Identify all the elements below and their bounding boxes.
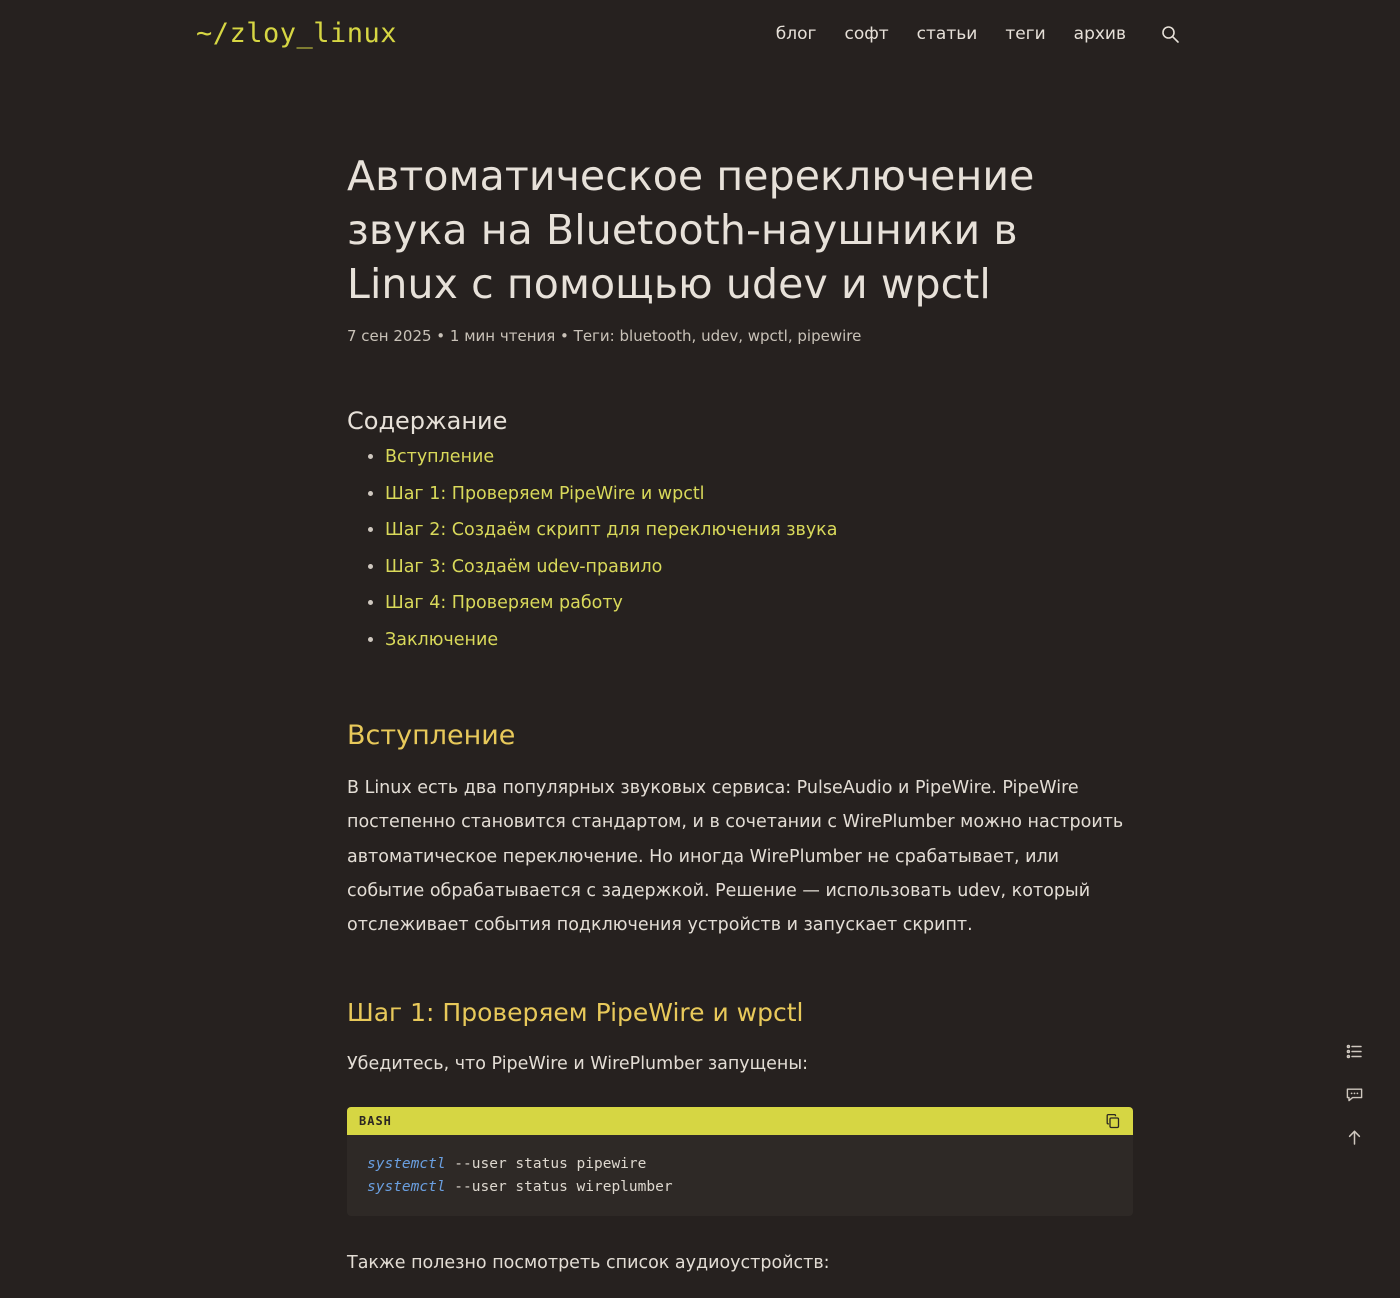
nav-item-blog[interactable]: блог: [775, 23, 817, 44]
primary-nav: [776, 22, 1182, 46]
code-token-command: systemctl: [367, 1178, 446, 1195]
nav-item-articles[interactable]: статьи: [916, 23, 978, 44]
nav-item-tags[interactable]: теги: [1005, 23, 1046, 44]
article-meta: 7 сен 2025 • 1 мин чтения • Теги: bluetooth, udev, wpctl, pipewire: [347, 327, 862, 346]
list-item: [385, 482, 1133, 507]
code-language-label: BASH: [359, 1114, 392, 1129]
list-icon: [1345, 1042, 1364, 1061]
list-item: [385, 628, 1133, 653]
toc-list: [347, 445, 1133, 652]
list-item: [385, 591, 1133, 616]
toc-link-conclusion[interactable]: Заключение: [385, 629, 499, 650]
toc-link-step3[interactable]: Шаг 3: Создаём udev-правило: [385, 556, 663, 577]
toc-link-intro[interactable]: Вступление: [385, 447, 495, 468]
copy-icon: [1105, 1117, 1121, 1132]
toc-link-step2[interactable]: Шаг 2: Создаём скрипт для переключения звука: [385, 520, 838, 541]
list-item: [385, 555, 1133, 580]
section-heading-step1: Шаг 1: Проверяем PipeWire и wpctl: [347, 997, 804, 1027]
arrow-up-icon: [1345, 1128, 1364, 1147]
site-header: [0, 0, 1400, 63]
comments-button[interactable]: [1343, 1083, 1366, 1106]
section-paragraph-step1: Убедитесь, что PipeWire и WirePlumber запущены:: [347, 1053, 809, 1074]
site-brand[interactable]: ~/zloy_linux: [196, 18, 398, 49]
section-paragraph-after-code: Также полезно посмотреть список аудиоустройств:: [347, 1253, 830, 1274]
nav-item-archive[interactable]: архив: [1073, 23, 1126, 44]
code-block-body[interactable]: [347, 1135, 1133, 1216]
search-button[interactable]: [1158, 22, 1182, 46]
page-title: Автоматическое переключение звука на Bluetooth-наушники в Linux с помощью udev и wpctl: [347, 152, 1035, 309]
copy-code-button[interactable]: [1105, 1113, 1121, 1129]
code-token-args: --user status wireplumber: [445, 1178, 673, 1195]
toc-toggle-button[interactable]: [1343, 1040, 1366, 1063]
section-heading-intro: Вступление: [347, 720, 516, 752]
code-block-header: [347, 1107, 1133, 1135]
list-item: [385, 518, 1133, 543]
toc-link-step1[interactable]: Шаг 1: Проверяем PipeWire и wpctl: [385, 483, 705, 504]
toc-link-step4[interactable]: Шаг 4: Проверяем работу: [385, 593, 623, 614]
floating-action-rail: [1343, 1040, 1366, 1149]
scroll-to-top-button[interactable]: [1343, 1126, 1366, 1149]
code-token-args: --user status pipewire: [445, 1156, 647, 1173]
code-token-command: systemctl: [367, 1156, 446, 1173]
list-item: [385, 445, 1133, 470]
search-icon: [1160, 24, 1180, 44]
article: [347, 149, 1133, 1280]
nav-item-soft[interactable]: софт: [844, 23, 889, 44]
section-paragraph-intro: В Linux есть два популярных звуковых сервиса: PulseAudio и PipeWire. PipeWire постепенно становится стандартом, и в сочетании с WirePlumber можно настроить автоматическое переключение. Но иногда WirePlumber не срабатывает, или событие обрабатывается с задержкой. Решение — использовать udev, который отслеживает события подключения устройств и запускает скрипт.: [347, 778, 1124, 935]
comment-icon: [1345, 1085, 1364, 1104]
page-main: [0, 149, 1400, 1280]
toc-title: Содержание: [347, 407, 508, 436]
